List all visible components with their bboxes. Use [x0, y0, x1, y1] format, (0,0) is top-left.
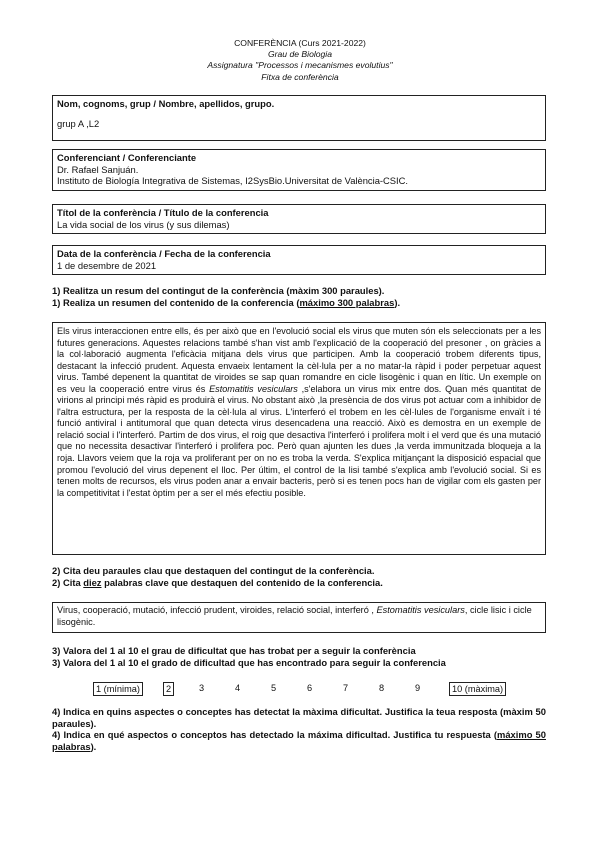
question-4	[52, 706, 546, 752]
scale-option-10[interactable]: 10 (màxima)	[449, 682, 506, 696]
question-2-ca: 2) Cita deu paraules clau que destaquen del contingut de la conferència.	[52, 565, 375, 576]
name-box	[52, 95, 546, 141]
date-value: 1 de desembre de 2021	[57, 259, 157, 271]
summary-species: Estomatitis vesiculars	[209, 383, 298, 394]
question-2	[52, 565, 552, 588]
question-3-es: 3) Valora del 1 al 10 el grado de dificultad que has encontrado para seguir la conferencia	[52, 656, 446, 668]
keywords-answer-box	[52, 602, 546, 633]
question-2-es: 2) Cita diez palabras clave que destaquen del contenido de la conferencia.	[52, 576, 383, 588]
scale-option-4[interactable]: 4	[235, 683, 241, 693]
question-3	[52, 645, 552, 668]
scale-option-7[interactable]: 7	[343, 683, 349, 693]
header-subject: Assignatura "Processos i mecanismes evolutius"	[207, 60, 393, 71]
speaker-label: Conferenciant / Conferenciante	[57, 152, 197, 163]
speaker-affiliation: Instituto de Biología Integrativa de Sistemas, I2SysBio.Universitat de València-CSIC.	[57, 175, 409, 187]
title-value: La vida social de los virus (y sus dilemas)	[57, 218, 230, 230]
header-form-title: Fitxa de conferència	[261, 71, 339, 82]
summary-answer-box	[52, 322, 546, 555]
keywords-text-1: Virus, cooperació, mutació, infecció prudent, viroides, relació social, interferó ,	[57, 605, 377, 615]
question-4-ca: 4) Indica en quins aspectes o conceptes has detectat la màxima dificultat. Justifica la teua resposta (màxim 50 paraules).	[52, 706, 546, 729]
title-label: Títol de la conferència / Título de la conferencia	[57, 207, 269, 218]
scale-option-9[interactable]: 9	[415, 683, 421, 693]
scale-option-5[interactable]: 5	[271, 683, 277, 693]
scale-option-6[interactable]: 6	[307, 683, 313, 693]
header-course: CONFERÈNCIA (Curs 2021-2022)	[234, 38, 366, 48]
name-label: Nom, cognoms, grup / Nombre, apellidos, grupo.	[57, 98, 275, 109]
scale-option-8[interactable]: 8	[379, 683, 385, 693]
date-label: Data de la conferència / Fecha de la conferencia	[57, 248, 271, 259]
name-value: grup A ,L2	[57, 117, 100, 129]
speaker-name: Dr. Rafael Sanjuán.	[57, 163, 139, 175]
question-4-es: 4) Indica en qué aspectos o conceptos has detectado la máxima dificultad. Justifica tu respuesta (máximo 50 palabras).	[52, 729, 546, 752]
header-degree: Grau de Biologia	[267, 49, 333, 60]
summary-text-2: ,s'elabora un virus mix entre dos. Quan més quantitat de virions al principi més ràpid es produirà el virus. No obstant això ,la presència de dos virus pot actuar com a inhibidor de l'altra estructura, per la resposta de la cèl·lula al virus. L'interferó el trobem en les cèl·lules de l'organisme envaït i té funció antiviral i antitumoral que quan detecta virus desencadena una reacció. Això es demostra en un exemple de relació social i l'interferó. Partim de dos virus, el roig que desactiva l'interferó i prolifera molt i el verd que és una mutació que no necessita desactivar l'interferó i prolifera poc. Però quan ajunten les dues ,la verda immunitzada bloqueja a la roja. Llavors veiem que la roja va proliferant per on no es troba la verda. S'explica mitjançant la disposició espacial que promou l'evolució del virus depenent el lloc. Per últim, el control de la lisi també s'explica amb l'evolució social. Si es tenen molts de recursos, els virus poden anar a envair bacteris, però si es tenen pocs han de vigilar com els gasten per la competitivitat i l'estat òptim per a ser el més efectiu posible.	[57, 383, 541, 498]
question-3-ca: 3) Valora del 1 al 10 el grau de dificultat que has trobat per a seguir la conferència	[52, 645, 416, 656]
scale-option-3[interactable]: 3	[199, 683, 205, 693]
speaker-box	[52, 149, 546, 191]
question-1-ca: 1) Realitza un resum del contingut de la conferència (màxim 300 paraules).	[52, 285, 385, 296]
keywords-text-2: , cicle lisic i cicle lisogènic.	[57, 605, 532, 627]
summary-text-1: Els virus interaccionen entre ells, és per això que en l'evolució social els virus que muten són els seleccionats per a les futures generacions. Aquestes relacions també s'han vist amb l'explicació de la cooperació del presoner , on gràcies a la col·laboració augmenta l'eficàcia mitjana dels virus que participen. Amb la cooperació trobem diferents tipus, destacant la infecció prudent. Aquesta envaeix lentament la cèl·lula per a no matar-la ràpid i poder perpetuar aquest virus. També depenent la quantitat de viroides se sap quan romandre en cicle lisogènic i quan en lític. Un exemple on es veu la cooperació entre virus és	[57, 326, 541, 394]
keywords-species: Estomatitis vesiculars	[376, 605, 465, 615]
question-1-es: 1) Realiza un resumen del contenido de la conferencia (máximo 300 palabras).	[52, 296, 401, 308]
title-box	[52, 204, 546, 234]
difficulty-scale	[0, 682, 600, 696]
scale-option-2[interactable]: 2	[163, 682, 174, 696]
scale-option-1[interactable]: 1 (mínima)	[93, 682, 143, 696]
date-box	[52, 245, 546, 275]
document-header	[0, 38, 600, 83]
question-1	[52, 285, 552, 308]
